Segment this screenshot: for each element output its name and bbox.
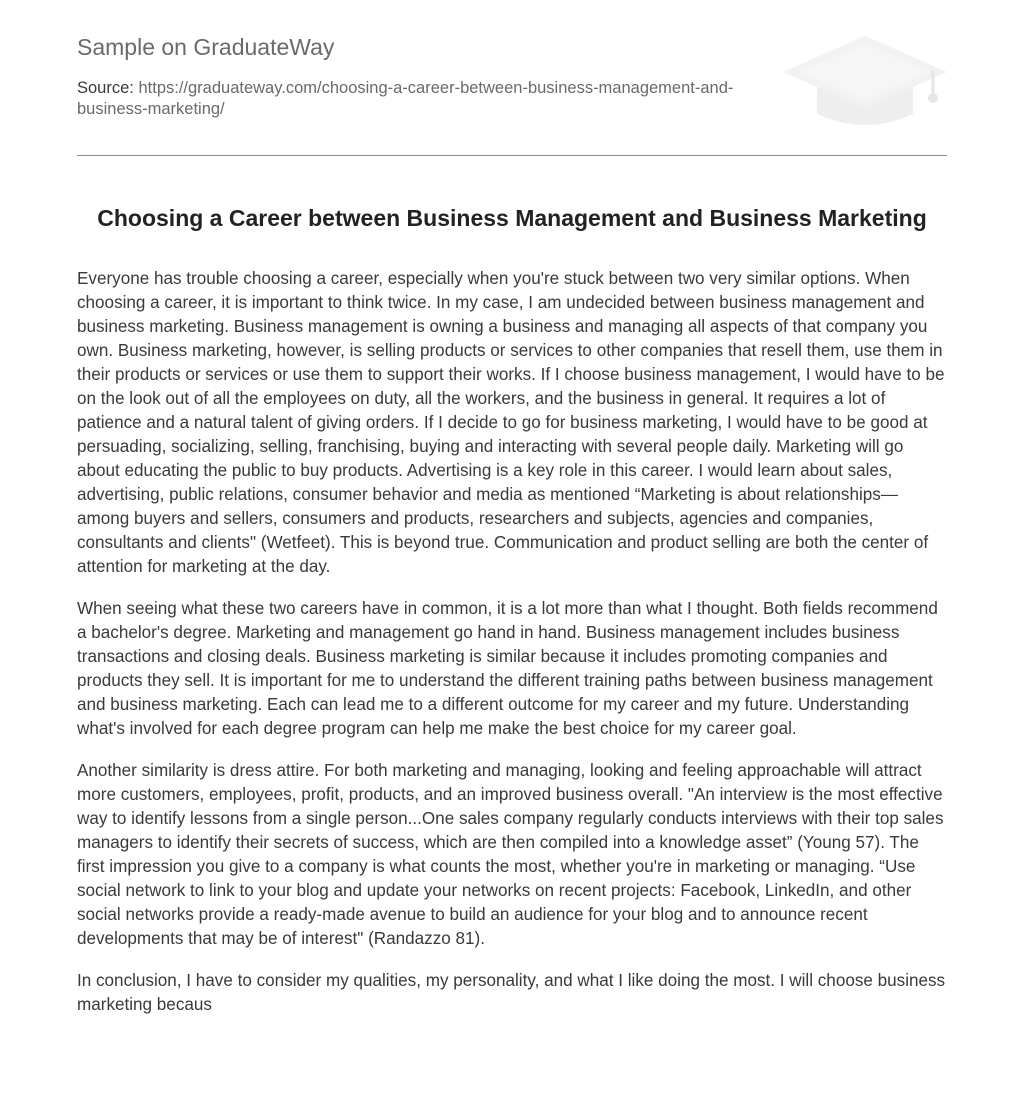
header xyxy=(77,30,947,156)
source-link[interactable]: https://graduateway.com/choosing-a-career-between-business-management-and-business-marketing/ xyxy=(77,79,734,118)
source-label: Source: xyxy=(77,79,134,97)
site-title: Sample on GraduateWay xyxy=(77,34,335,60)
header-divider xyxy=(77,155,947,156)
document-body xyxy=(77,267,949,1035)
paragraph: Another similarity is dress attire. For both marketing and managing, looking and feeling approachable will attract more customers, employees, profit, products, and an improved business overall. "An interview is the most effective way to identify lessons from a single person...One sales company regularly conducts interviews with their top sales managers to identify their secrets of success, which are then compiled into a knowledge asset” (Young 57). The first impression you give to a company is what counts the most, whether you're in marketing or managing. “Use social network to link to your blog and update your networks on recent projects: Facebook, LinkedIn, and other social networks provide a ready-made avenue to build an audience for your blog and to announce recent developments that may be of interest" (Randazzo 81). xyxy=(77,761,944,948)
paragraph: When seeing what these two careers have in common, it is a lot more than what I thought. Both fields recommend a bachelor's degree. Marketing and management go hand in hand. Business management includes business transactions and closing deals. Business marketing is similar because it includes promoting companies and products they sell. It is important for me to understand the different training paths between business management and business marketing. Each can lead me to a different outcome for my career and my future. Understanding what's involved for each degree program can help me make the best choice for my career goal. xyxy=(77,599,938,738)
source-line xyxy=(77,78,777,120)
graduation-cap-icon xyxy=(781,32,947,132)
paragraph: Everyone has trouble choosing a career, especially when you're stuck between two very similar options. When choosing a career, it is important to think twice. In my case, I am undecided between business management and business marketing. Business management is owning a business and managing all aspects of that company you own. Business marketing, however, is selling products or services to other companies that resell them, use them in their products or services or use them to support their works. If I choose business management, I would have to be on the look out of all the employees on duty, all the workers, and the business in general. It requires a lot of patience and a natural talent of giving orders. If I decide to go for business marketing, I would have to be good at persuading, socializing, selling, franchising, buying and interacting with several people daily. Marketing will go about educating the public to buy products. Advertising is a key role in this career. I would learn about sales, advertising, public relations, consumer behavior and media as mentioned “Marketing is about relationships—among buyers and sellers, consumers and products, researchers and subjects, agencies and companies, consultants and clients" (Wetfeet). This is beyond true. Communication and product selling are both the center of attention for marketing at the day. xyxy=(77,269,945,576)
document-title: Choosing a Career between Business Management and Business Marketing xyxy=(97,205,927,231)
paragraph: In conclusion, I have to consider my qualities, my personality, and what I like doing the most. I will choose business marketing becaus xyxy=(77,971,946,1014)
